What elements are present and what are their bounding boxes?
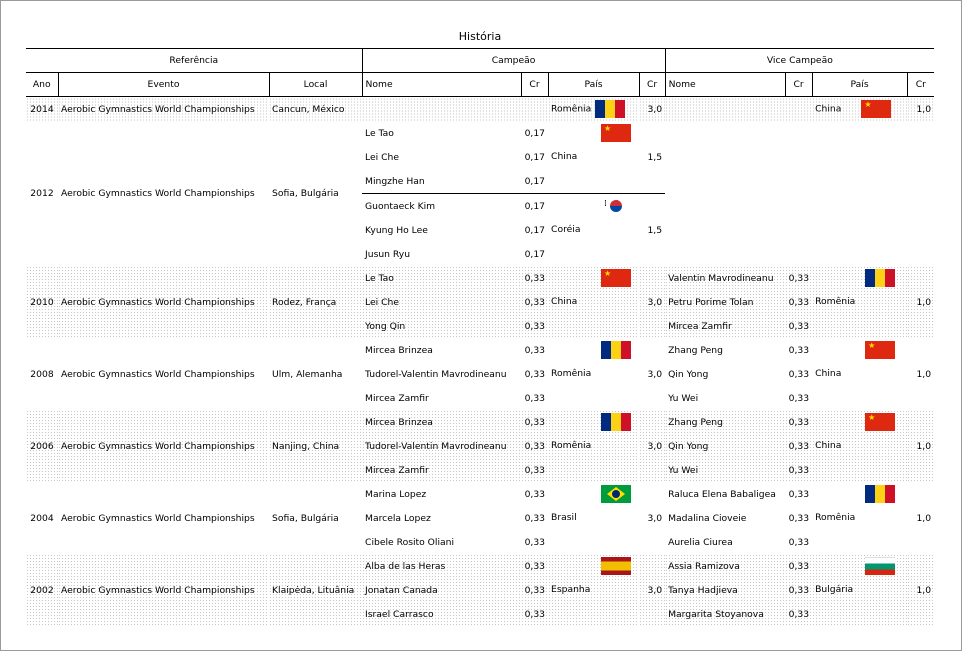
vice-cr: 0,33 [788,392,810,404]
champion-country-cell [548,410,639,482]
vice-name: Zhang Peng [668,344,723,356]
champion-cr: 0,33 [521,314,548,338]
champion-name: Cibele Rosito Oliani [365,536,455,548]
champion-cr: 0,33 [524,344,546,356]
vice-name [665,97,785,122]
champion-name: Israel Carrasco [362,602,521,626]
champion-team-cr: 1,5 [639,194,665,267]
champion-country: Brasil [551,512,577,523]
year-cell: 2004 [30,512,54,524]
champion-cr: 0,33 [521,554,548,578]
history-table [26,48,934,626]
china-flag [601,124,631,142]
champion-team-cr: 3,0 [647,368,663,380]
place-cell: Nanjing, China [269,410,362,482]
vice-cr: 0,33 [785,410,812,434]
china-flag [861,100,891,118]
champion-name: Lei Che [365,151,400,163]
champion-country: Romênia [551,368,592,379]
vice-cr: 0,33 [785,458,812,482]
vice-cr: 0,33 [785,290,812,314]
vice-name: Yu Wei [668,392,699,404]
col-champ-team-cr: Cr [639,73,665,97]
table-row [26,410,934,434]
table-row [26,338,934,362]
romania-flag [601,341,631,359]
champion-cr: 0,17 [524,127,546,139]
champion-country: Coréia [551,224,581,235]
col-vice-team-cr: Cr [907,73,934,97]
champion-cr: 0,33 [521,602,548,626]
vice-cr: 0,33 [788,512,810,524]
event-cell: Aerobic Gymnastics World Championships [58,97,269,122]
vice-name: Tanya Hadjieva [665,578,785,602]
history-body [26,97,934,627]
champion-name: Marina Lopez [365,488,427,500]
col-champ-cr: Cr [521,73,548,97]
vice-name: Assia Ramizova [665,554,785,578]
champion-country: China [551,151,578,162]
vice-team-cr: 1,0 [907,97,934,122]
vice-cr: 0,33 [788,536,810,548]
vice-team-cr: 1,0 [907,410,934,482]
vice-country-cell [812,266,907,338]
champion-team-cr: 3,0 [647,512,663,524]
vice-cr: 0,33 [785,434,812,458]
vice-country: Romênia [815,512,856,523]
vice-name: Qin Yong [665,434,785,458]
romania-flag [595,100,625,118]
china-flag [865,341,895,359]
champion-country-cell [548,266,639,338]
champion-team-cr: 3,0 [639,410,665,482]
event-cell: Aerobic Gymnastics World Championships [61,188,255,199]
champion-cr: 0,17 [524,224,546,236]
header-referencia: Referência [26,49,362,73]
place-cell: Sofia, Bulgária [272,512,339,524]
vice-name: Margarita Stoyanova [665,602,785,626]
vice-name: Zhang Peng [665,410,785,434]
year-cell: 2012 [30,188,54,199]
vice-cr: 0,33 [785,578,812,602]
champion-team-cr: 3,0 [639,97,665,122]
champion-name: Yong Qin [362,314,521,338]
table-row [26,121,934,145]
champion-name: Kyung Ho Lee [365,224,428,236]
china-flag [865,413,895,431]
year-cell: 2002 [26,554,58,626]
col-evento: Evento [58,73,269,97]
champion-country: Romênia [551,440,592,451]
vice-name: Mircea Zamfir [665,314,785,338]
champion-cr: 0,33 [521,290,548,314]
champion-name: Mircea Brinzea [365,344,433,356]
champion-country: Romênia [548,97,639,122]
table-row [26,554,934,578]
champion-team-cr: 3,0 [639,554,665,626]
champion-name: Tudorel-Valentin Mavrodineanu [365,368,507,380]
header-campeao: Campeão [362,49,665,73]
champion-name: Jonatan Canada [362,578,521,602]
champion-country-cell [548,482,639,554]
champion-name: Guontaeck Kim [362,194,521,219]
col-ano: Ano [26,73,58,97]
vice-team-cr: 1,0 [916,368,932,380]
champion-country-cell [548,338,639,410]
col-champ-pais: País [548,73,639,97]
place-cell: Sofia, Bulgária [272,188,339,199]
vice-team-cr: 1,0 [907,554,934,626]
vice-country-cell [812,554,907,626]
vice-country: China★ [812,97,907,122]
table-title: História [458,30,502,43]
col-vice-pais: País [812,73,907,97]
year-cell: 2006 [26,410,58,482]
champion-cr: 0,33 [524,392,546,404]
champion-cr: 0,33 [521,434,548,458]
champion-cr: 0,33 [521,578,548,602]
event-cell: Aerobic Gymnastics World Championships [58,266,269,338]
champion-cr [521,97,548,122]
vice-cr: 0,33 [785,314,812,338]
vice-cr: 0,33 [785,554,812,578]
table-row [26,97,934,122]
champion-name: Tudorel-Valentin Mavrodineanu [362,434,521,458]
table-row [26,266,934,290]
champion-name: Lei Che [362,290,521,314]
korea-flag [601,197,631,215]
vice-cr: 0,33 [785,602,812,626]
header-column-row [26,73,934,97]
vice-name: Qin Yong [668,368,709,380]
champion-country-cell [548,194,639,267]
col-vice-cr: Cr [785,73,812,97]
event-cell: Aerobic Gymnastics World Championships [58,410,269,482]
bulgaria-flag [865,557,895,575]
col-champ-nome: Nome [362,73,521,97]
vice-country: Romênia [815,296,856,307]
champion-name: Mingzhe Han [365,175,425,187]
vice-country: China [815,440,842,451]
champion-cr: 0,33 [524,488,546,500]
champion-cr: 0,17 [524,175,546,187]
champion-name: Marcela Lopez [365,512,431,524]
event-cell: Aerobic Gymnastics World Championships [58,554,269,626]
vice-name: Aurelia Ciurea [668,536,733,548]
vice-name: Raluca Elena Babaligea [668,488,776,500]
china-flag [601,269,631,287]
champion-name: Le Tao [365,127,394,139]
place-cell: Cancun, México [269,97,362,122]
romania-flag [865,485,895,503]
champion-cr: 0,33 [524,368,546,380]
year-cell: 2010 [26,266,58,338]
champion-cr: 0,17 [524,248,546,260]
vice-country-cell [812,410,907,482]
vice-team-cr: 1,0 [907,266,934,338]
champion-name: Mircea Brinzea [362,410,521,434]
year-cell: 2008 [30,368,54,380]
vice-name: Petru Porime Tolan [665,290,785,314]
col-vice-nome: Nome [665,73,785,97]
vice-cr [785,97,812,122]
champion-name: Le Tao [362,266,521,290]
champion-country: China [551,296,578,307]
vice-country-cell [812,338,907,410]
champion-name: Jusun Ryu [365,248,411,260]
champion-cr: 0,17 [524,151,546,163]
vice-name: Madalina Cioveie [668,512,747,524]
place-cell: Ulm, Alemanha [272,368,343,380]
vice-name: Yu Wei [665,458,785,482]
vice-empty [665,121,934,266]
event-cell: Aerobic Gymnastics World Championships [61,368,255,380]
vice-country-cell [812,482,907,554]
romania-flag [601,413,631,431]
col-local: Local [269,73,362,97]
vice-cr: 0,33 [788,368,810,380]
champion-name [362,97,521,122]
champion-cr: 0,33 [521,458,548,482]
header-vice: Vice Campeão [665,49,934,73]
champion-team-cr: 3,0 [639,266,665,338]
champion-country-cell [548,121,639,194]
vice-team-cr: 1,0 [916,512,932,524]
champion-cr: 0,33 [521,266,548,290]
year-cell: 2014 [26,97,58,122]
champion-country-cell [548,554,639,626]
header-group-row [26,49,934,73]
table-row [26,482,934,506]
place-cell: Rodez, França [269,266,362,338]
spain-flag [601,557,631,575]
vice-country: Bulgária [815,584,854,595]
romania-flag [865,269,895,287]
vice-cr: 0,33 [788,344,810,356]
event-cell: Aerobic Gymnastics World Championships [61,512,255,524]
vice-cr: 0,33 [788,488,810,500]
champion-cr: 0,33 [521,410,548,434]
champion-cr: 0,17 [521,194,548,219]
champion-country: Espanha [551,584,591,595]
vice-name: Valentin Mavrodineanu [665,266,785,290]
place-cell: Klaipėda, Lituânia [269,554,362,626]
vice-cr: 0,33 [785,266,812,290]
champion-name: Mircea Zamfir [362,458,521,482]
champion-team-cr: 1,5 [647,151,663,163]
champion-name: Alba de las Heras [362,554,521,578]
vice-country: China [815,368,842,379]
champion-cr: 0,33 [524,536,546,548]
champion-name: Mircea Zamfir [365,392,429,404]
brazil-flag [601,485,631,503]
champion-cr: 0,33 [524,512,546,524]
